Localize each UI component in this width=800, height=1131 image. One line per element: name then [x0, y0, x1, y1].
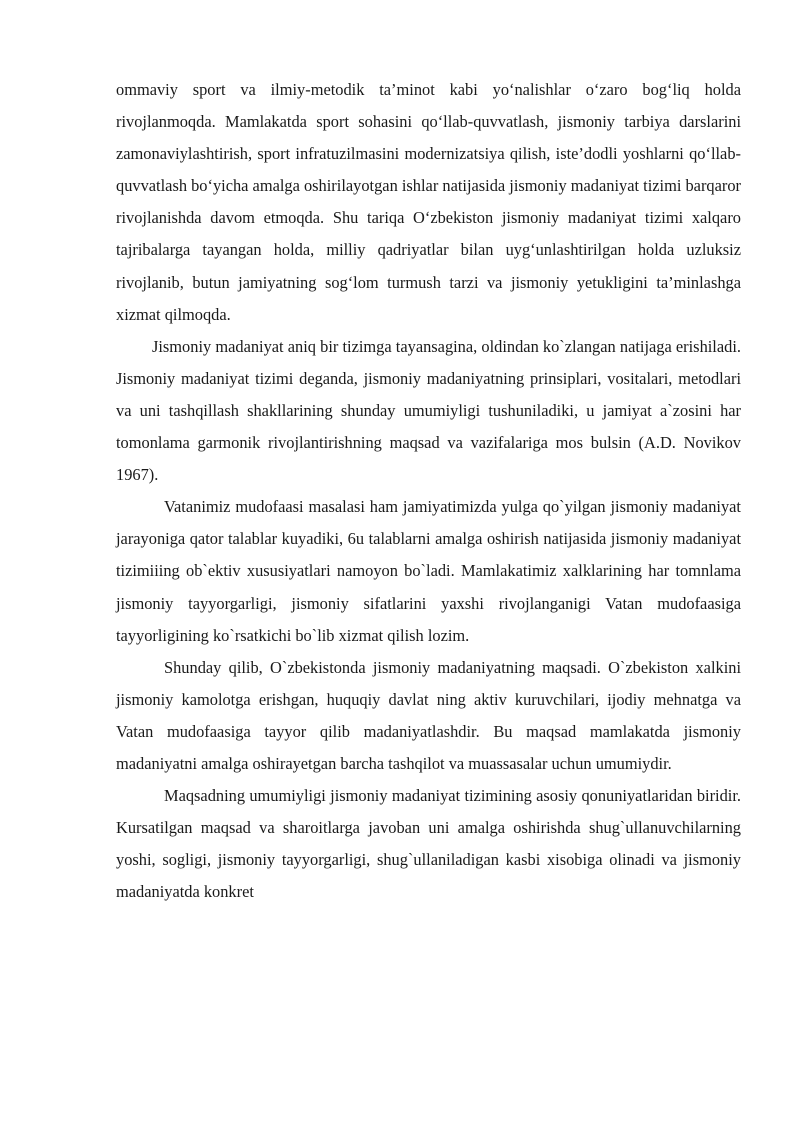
- paragraph-1: ommaviy sport va ilmiy-metodik ta’minot kabi yo‘nalishlar o‘zaro bog‘liq holda rivojlanmoqda. Mamlakatda sport sohasini qo‘llab-quvvatlash, jismoniy tarbiya darslarini zamonaviylashtirish, sport infratuzilmasini modernizatsiya qilish, iste’dodli yoshlarni qo‘llab-quvvatlash bo‘yicha amalga oshirilayotgan ishlar natijasida jismoniy madaniyat tizimi barqaror rivojlanishda davom etmoqda. Shu tariqa O‘zbekiston jismoniy madaniyat tizimi xalqaro tajribalarga tayangan holda, milliy qadriyatlar bilan uyg‘unlashtirilgan holda uzluksiz rivojlanib, butun jamiyatning sog‘lom turmush tarzi va jismoniy yetukligini ta’minlashga xizmat qilmoqda.: [116, 80, 741, 324]
- paragraph-2: Jismoniy madaniyat aniq bir tizimga tayansagina, oldindan ko`zlangan natijaga erishiladi. Jismoniy madaniyat tizimi deganda, jismoniy madaniyatning prinsiplari, vositalari, metodlari va uni tashqillash shakllarining shunday umumiyligi tushuniladiki, u jamiyat a`zosini har tomonlama garmonik rivojlantirishning maqsad va vazifalariga mos bulsin (A.D. Novikov 1967).: [116, 336, 741, 485]
- paragraph-5: Maqsadning umumiyligi jismoniy madaniyat tizimining asosiy qonuniyatlaridan biridir. Kursatilgan maqsad va sharoitlarga javoban uni amalga oshirishda shug`ullanuvchilarning yoshi, sogligi, jismoniy tayyorgarligi, shug`ullaniladigan kasbi xisobiga olinadi va jismoniy madaniyatda konkret: [116, 786, 741, 902]
- paragraph-3: Vatanimiz mudofaasi masalasi ham jamiyatimizda yulga qo`yilgan jismoniy madaniyat jarayoniga qator talablar kuyadiki, 6u talablarni amalga oshirish natijasida jismoniy madaniyat tizimiiing ob`ektiv xususiyatlari namoyon bo`ladi. Mamlakatimiz xalklarining har tomnlama jismoniy tayyorgarligi, jismoniy sifatlarini yaxshi rivojlanganigi Vatan mudofaasiga tayyorligining ko`rsatkichi bo`lib xizmat qilish lozim.: [116, 497, 741, 645]
- document-page: [116, 74, 741, 908]
- paragraph-4: Shunday qilib, O`zbekistonda jismoniy madaniyatning maqsadi. O`zbekiston xalkini jismoniy kamolotga erishgan, huquqiy davlat ning aktiv kuruvchilari, ijodiy mehnatga va Vatan mudofaasiga tayyor qilib madaniyatlashdir. Bu maqsad mamlakatda jismoniy madaniyatni amalga oshirayetgan barcha tashqilot va muassasalar uchun umumiydir.: [116, 657, 741, 773]
